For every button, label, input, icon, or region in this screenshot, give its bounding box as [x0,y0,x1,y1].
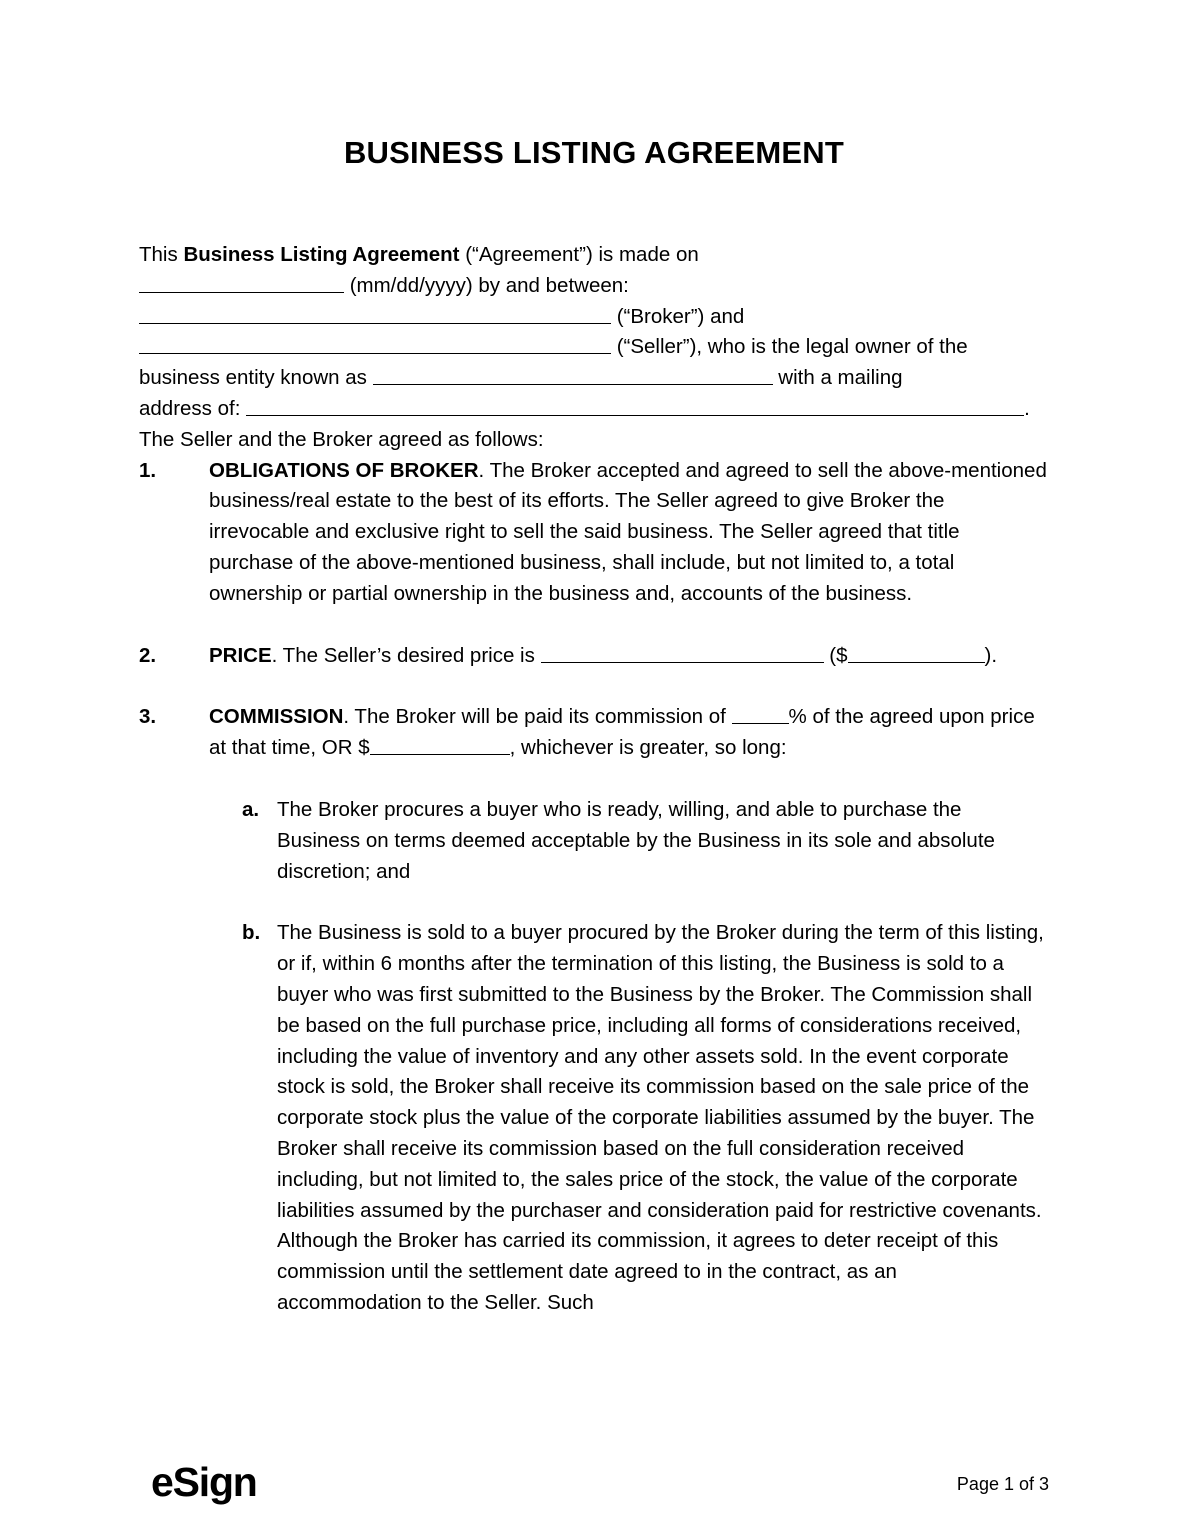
clause-1-number: 1. [139,458,157,482]
clause-2-heading: PRICE [209,643,272,667]
clause-3-text-pre: . The Broker will be paid its commission of [343,705,732,729]
subclause-a-text: The Broker procures a buyer who is ready, willing, and able to purchase the Business on terms deemed acceptable by the Business in its sole and absolute discretion; and [277,797,995,883]
clause-1-text: . The Broker accepted and agreed to sell the above-mentioned business/real estate to the best of its efforts. The Seller agreed to give Broker the irrevocable and exclusive right to sell the said business. The Seller agreed that title purchase of the above-mentioned business, shall include, but not limited to, a total ownership or partial ownership in the business and, accounts of the business. [209,458,1047,605]
date-blank-field[interactable] [139,272,344,292]
intro-address-post: . [1024,396,1030,420]
clause-3-text-post: , whichever is greater, so long: [509,736,787,760]
intro-line1-post: (“Agreement”) is made on [459,243,699,266]
subclause-b-letter: b. [242,921,261,945]
business-entity-blank-field[interactable] [373,365,773,385]
clause-list [139,456,1047,1319]
clause-1-heading: OBLIGATIONS OF BROKER [209,458,479,482]
clause-3-number: 3. [139,705,157,729]
esign-logo: eSign [151,1459,257,1505]
page-number-label: Page 1 of 3 [956,1474,1049,1494]
page-footer [139,1453,1049,1503]
page-title: BUSINESS LISTING AGREEMENT [343,135,845,170]
clause-2-text-pre: . The Seller’s desired price is [271,643,541,667]
intro-agreement-bold: Business Listing Agreement [183,243,460,266]
commission-subclause-list [209,795,1047,1319]
agreed-as-follows-line: The Seller and the Broker agreed as follows: [139,427,544,451]
clause-2-text-mid: ($ [823,643,848,667]
subclause-b [242,918,1047,1318]
seller-name-blank-field[interactable] [139,334,611,354]
clause-3-heading: COMMISSION [209,705,344,729]
clause-commission [139,702,1047,1318]
clause-obligations-of-broker [139,456,1047,610]
intro-address-pre: address of: [139,396,247,420]
intro-date-suffix: (mm/dd/yyyy) by and between: [344,273,629,297]
intro-broker-suffix: (“Broker”) and [611,304,745,328]
clause-2-number: 2. [139,643,157,667]
intro-paragraph [139,240,1047,425]
clause-3-text-mid: % of the agreed upon price at that time, OR $ [209,705,1035,760]
subclause-a-letter: a. [242,797,260,821]
document-body [139,240,1047,1319]
broker-name-blank-field[interactable] [139,303,611,323]
desired-price-blank-field[interactable] [541,642,824,662]
intro-entity-pre: business entity known as [139,366,373,390]
commission-amount-blank-field[interactable] [370,735,510,755]
intro-entity-post: with a mailing [772,366,903,390]
desired-price-amount-blank-field[interactable] [848,642,985,662]
intro-seller-suffix: (“Seller”), who is the legal owner of the [611,335,968,359]
clause-price [139,641,1047,672]
subclause-a [242,795,1047,887]
clause-2-text-post: ). [984,643,998,667]
commission-percent-blank-field[interactable] [732,704,789,724]
intro-line1-pre: This [139,243,184,266]
mailing-address-blank-field[interactable] [246,396,1024,416]
subclause-b-text: The Business is sold to a buyer procured by the Broker during the term of this listing, or if, within 6 months after the termination of this listing, the Business is sold to a buyer who was first submitted to the Business by the Broker. The Commission shall be based on the full purchase price, including all forms of considerations received, including the value of inventory and any other assets sold. In the event corporate stock is sold, the Broker shall receive its commission based on the sale price of the corporate stock plus the value of the corporate liabilities assumed by the buyer. The Broker shall receive its commission based on the full consideration received including, but not limited to, the sales price of the stock, the value of the corporate liabilities assumed by the purchaser and consideration paid for restrictive covenants. Although the Broker has carried its commission, it agrees to deter receipt of this commission until the settlement date agreed to in the contract, as an accommodation to the Seller. Such [277,921,1044,1314]
